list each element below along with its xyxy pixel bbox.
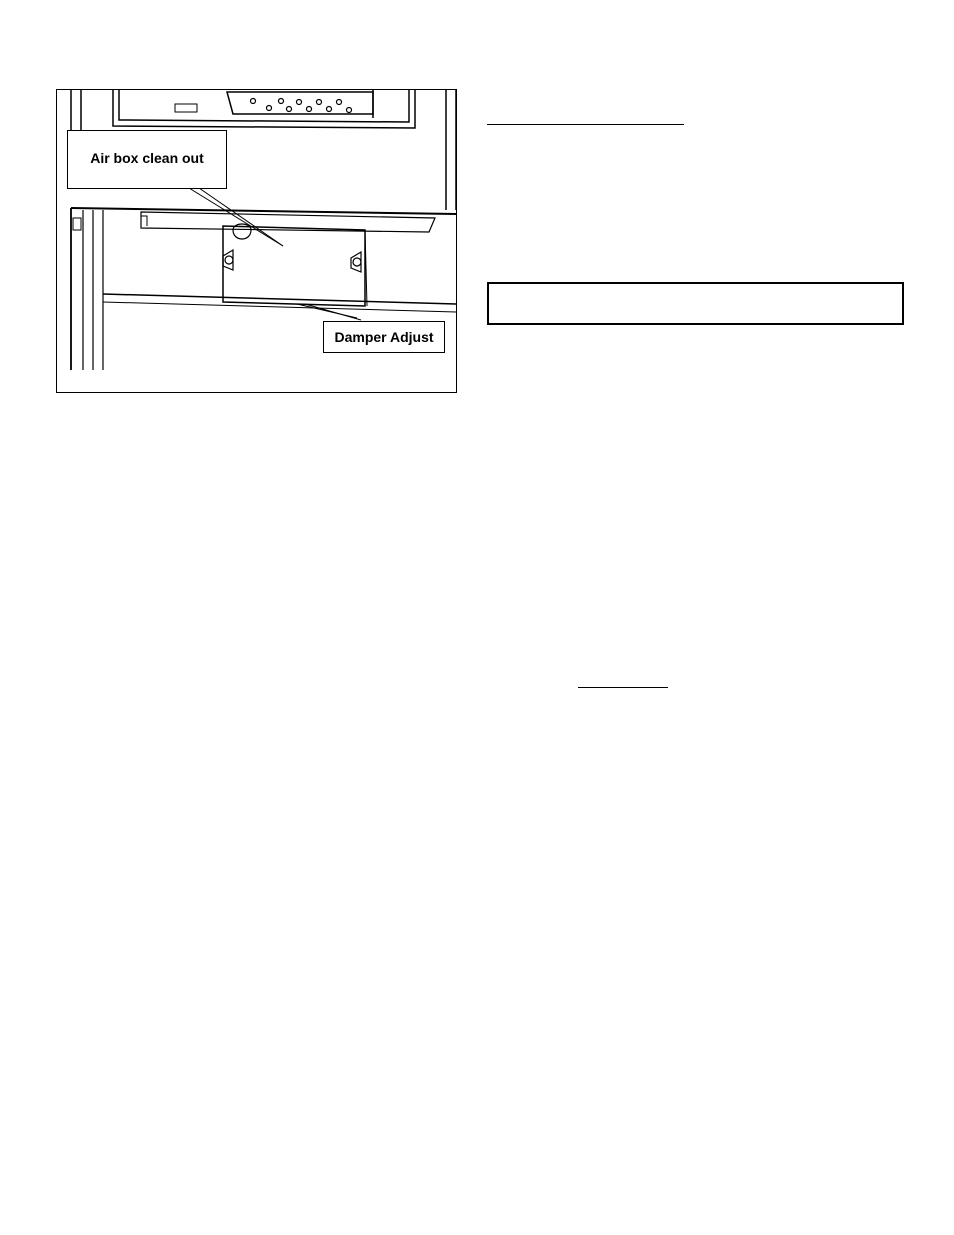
air-box-clean-out-callout — [67, 130, 227, 189]
boxed-note-frame — [487, 282, 904, 325]
stove-airbox-illustration — [56, 89, 457, 393]
inline-underline — [578, 687, 668, 688]
damper-adjust-label: Damper Adjust — [334, 329, 434, 345]
air-box-clean-out-label: Air box clean out — [90, 150, 204, 166]
damper-adjust-callout — [323, 321, 445, 353]
section-heading-underline — [487, 124, 684, 125]
